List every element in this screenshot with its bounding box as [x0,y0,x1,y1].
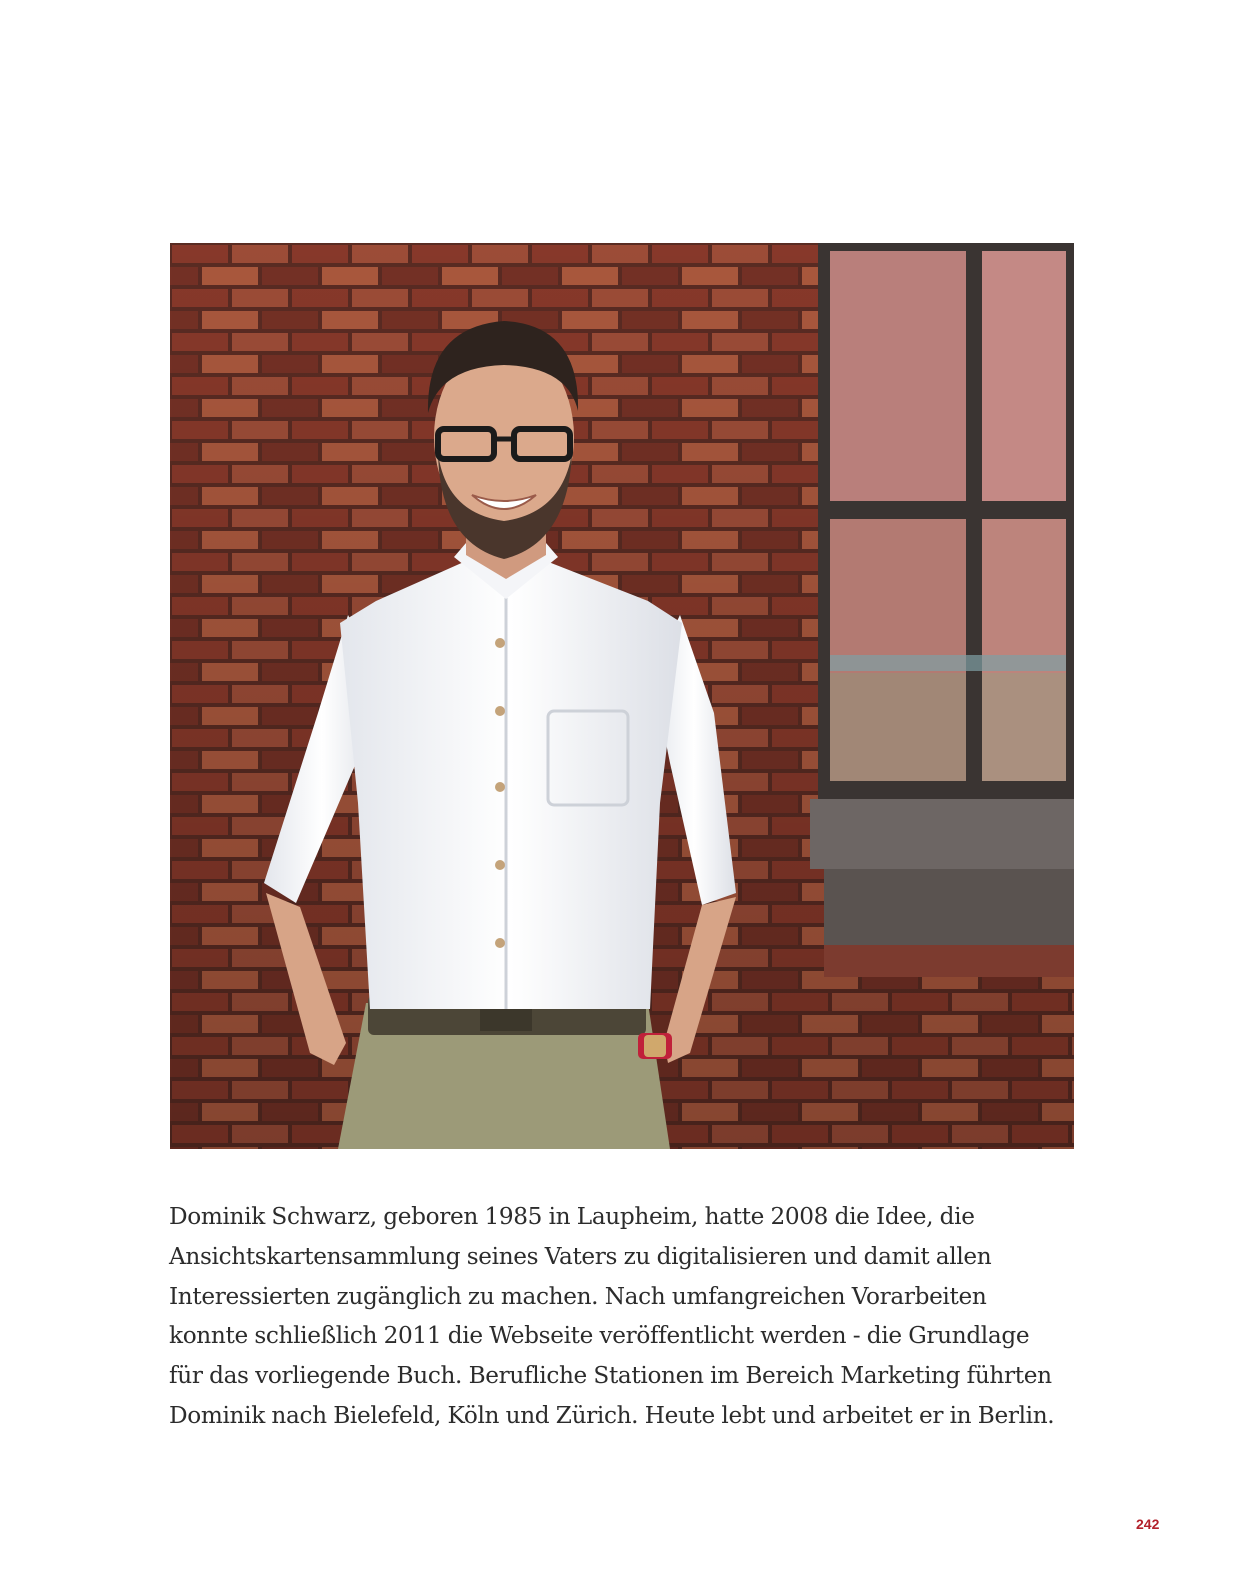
bio-line: Interessierten zugänglich zu machen. Nach umfangreichen Vorarbeiten [169,1282,987,1310]
bio-line: Ansichtskartensammlung seines Vaters zu digitalisieren und damit allen [169,1242,992,1270]
page-number: 242 [1136,1516,1160,1532]
author-bio [169,1197,1074,1436]
bio-line: Dominik nach Bielefeld, Köln und Zürich. Heute lebt und arbeitet er in Berlin. [169,1401,1055,1429]
bio-line: Dominik Schwarz, geboren 1985 in Laupheim, hatte 2008 die Idee, die [169,1203,975,1230]
bio-line: konnte schließlich 2011 die Webseite veröffentlicht werden - die Grundlage [169,1322,1030,1350]
portrait-photo [170,243,1074,1149]
bio-line: für das vorliegende Buch. Berufliche Stationen im Bereich Marketing führten [169,1362,1052,1390]
